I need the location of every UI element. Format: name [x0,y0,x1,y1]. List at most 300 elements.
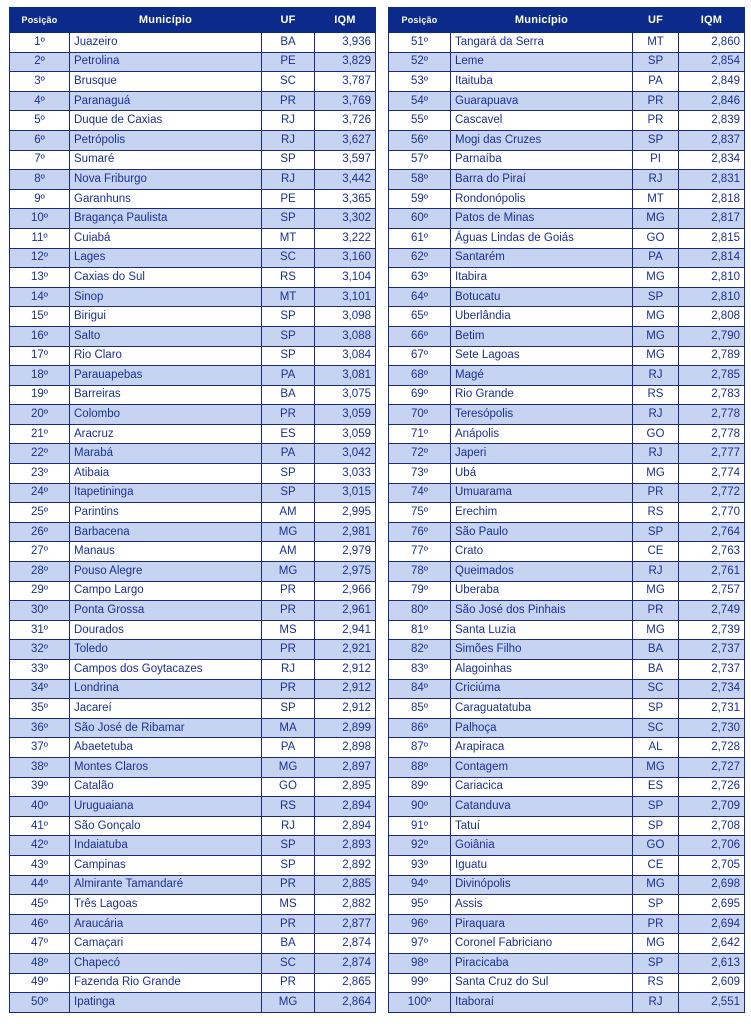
municipality-cell: Sinop [70,287,262,307]
municipality-cell: Parnaíba [451,150,633,170]
state-cell: MG [633,209,679,229]
state-cell: GO [633,424,679,444]
iqm-cell: 2,774 [679,464,745,484]
iqm-cell: 2,737 [679,660,745,680]
state-cell: PA [633,248,679,268]
municipality-cell: Itaituba [451,72,633,92]
rank-cell: 94º [389,875,451,895]
iqm-cell: 2,695 [679,895,745,915]
state-cell: SP [262,209,315,229]
state-cell: RJ [633,170,679,190]
municipality-cell: Birigui [70,307,262,327]
table-row [389,503,745,523]
municipality-cell: Caxias do Sul [70,268,262,288]
rank-cell: 13º [10,268,70,288]
iqm-cell: 2,921 [315,640,376,660]
iqm-cell: 3,365 [315,189,376,209]
municipality-cell: Patos de Minas [451,209,633,229]
municipality-cell: Colombo [70,405,262,425]
rank-cell: 60º [389,209,451,229]
table-row [389,72,745,92]
state-cell: SP [262,836,315,856]
rank-cell: 79º [389,581,451,601]
state-cell: SP [633,699,679,719]
municipality-cell: Alagoinhas [451,660,633,680]
table-row [10,522,376,542]
rank-cell: 83º [389,660,451,680]
state-cell: SP [262,346,315,366]
iqm-cell: 3,059 [315,405,376,425]
municipality-cell: Palhoça [451,718,633,738]
table-body-left [10,33,376,1013]
ranking-table-left [9,7,376,1013]
table-row [10,326,376,346]
table-row [389,189,745,209]
state-cell: RJ [633,405,679,425]
municipality-cell: Tatuí [451,816,633,836]
table-row [389,385,745,405]
state-cell: SP [633,895,679,915]
table-row [10,699,376,719]
rank-cell: 43º [10,855,70,875]
rank-cell: 56º [389,130,451,150]
iqm-cell: 2,898 [315,738,376,758]
table-row [10,718,376,738]
iqm-cell: 2,995 [315,503,376,523]
municipality-cell: Barbacena [70,522,262,542]
table-row [389,973,745,993]
state-cell: MT [262,228,315,248]
table-row [389,52,745,72]
municipality-cell: Ipatinga [70,993,262,1013]
table-row [10,679,376,699]
iqm-cell: 3,160 [315,248,376,268]
rank-cell: 4º [10,91,70,111]
iqm-cell: 2,772 [679,483,745,503]
municipality-cell: Jacareí [70,699,262,719]
rank-cell: 59º [389,189,451,209]
state-cell: BA [633,660,679,680]
municipality-cell: Umuarama [451,483,633,503]
municipality-cell: Chapecó [70,953,262,973]
iqm-cell: 3,084 [315,346,376,366]
state-cell: BA [262,934,315,954]
iqm-cell: 2,892 [315,855,376,875]
municipality-cell: Águas Lindas de Goiás [451,228,633,248]
rank-cell: 21º [10,424,70,444]
state-cell: CE [633,855,679,875]
state-cell: GO [262,777,315,797]
table-row [10,914,376,934]
iqm-cell: 3,088 [315,326,376,346]
iqm-cell: 3,059 [315,424,376,444]
state-cell: MT [633,33,679,53]
municipality-cell: Araucária [70,914,262,934]
iqm-cell: 3,302 [315,209,376,229]
header-index: IQM [679,8,745,33]
state-cell: MG [633,875,679,895]
rank-cell: 38º [10,757,70,777]
iqm-cell: 3,015 [315,483,376,503]
municipality-cell: Abaetetuba [70,738,262,758]
table-row [10,464,376,484]
table-row [10,660,376,680]
state-cell: CE [633,542,679,562]
iqm-cell: 2,737 [679,640,745,660]
municipality-cell: Teresópolis [451,405,633,425]
iqm-cell: 2,739 [679,620,745,640]
table-row [389,130,745,150]
iqm-cell: 2,810 [679,268,745,288]
state-cell: MG [633,268,679,288]
table-row [10,424,376,444]
rank-cell: 72º [389,444,451,464]
iqm-cell: 2,975 [315,562,376,582]
rank-cell: 64º [389,287,451,307]
iqm-cell: 3,726 [315,111,376,131]
header-municipality: Município [451,8,633,33]
table-row [10,738,376,758]
municipality-cell: Magé [451,366,633,386]
table-row [10,366,376,386]
table-row [10,855,376,875]
state-cell: SP [633,816,679,836]
table-row [389,855,745,875]
iqm-cell: 2,839 [679,111,745,131]
rank-cell: 73º [389,464,451,484]
state-cell: MG [633,326,679,346]
rank-cell: 77º [389,542,451,562]
iqm-cell: 2,865 [315,973,376,993]
table-row [10,385,376,405]
table-row [10,111,376,131]
iqm-cell: 2,551 [679,993,745,1013]
table-row [389,993,745,1013]
state-cell: GO [633,836,679,856]
municipality-cell: Rio Claro [70,346,262,366]
table-row [389,562,745,582]
municipality-cell: Garanhuns [70,189,262,209]
table-row [389,542,745,562]
state-cell: PE [262,52,315,72]
municipality-cell: Guarapuava [451,91,633,111]
table-row [389,33,745,53]
table-row [10,483,376,503]
header-position: Posição [389,8,451,33]
table-row [10,581,376,601]
state-cell: PA [262,444,315,464]
table-row [10,150,376,170]
state-cell: PR [262,581,315,601]
state-cell: PR [262,91,315,111]
table-row [10,287,376,307]
state-cell: MG [633,464,679,484]
state-cell: SC [633,718,679,738]
rank-cell: 40º [10,797,70,817]
state-cell: SC [633,679,679,699]
state-cell: SC [262,248,315,268]
state-cell: BA [633,640,679,660]
iqm-cell: 2,706 [679,836,745,856]
iqm-cell: 2,783 [679,385,745,405]
rank-cell: 8º [10,170,70,190]
municipality-cell: Bragança Paulista [70,209,262,229]
municipality-cell: Crato [451,542,633,562]
rank-cell: 20º [10,405,70,425]
municipality-cell: Divinópolis [451,875,633,895]
rank-cell: 14º [10,287,70,307]
table-row [389,699,745,719]
iqm-cell: 2,770 [679,503,745,523]
table-row [10,934,376,954]
rank-cell: 96º [389,914,451,934]
table-row [10,757,376,777]
table-row [10,248,376,268]
table-row [389,209,745,229]
table-row [10,993,376,1013]
state-cell: RJ [262,111,315,131]
iqm-cell: 3,075 [315,385,376,405]
table-row [389,679,745,699]
municipality-cell: Pouso Alegre [70,562,262,582]
state-cell: PE [262,189,315,209]
municipality-cell: Uberaba [451,581,633,601]
iqm-cell: 2,730 [679,718,745,738]
iqm-cell: 2,814 [679,248,745,268]
municipality-cell: Barra do Piraí [451,170,633,190]
iqm-cell: 2,789 [679,346,745,366]
rank-cell: 6º [10,130,70,150]
table-row [10,797,376,817]
iqm-cell: 2,893 [315,836,376,856]
municipality-cell: Catanduva [451,797,633,817]
municipality-cell: Piraquara [451,914,633,934]
rank-cell: 51º [389,33,451,53]
table-row [10,405,376,425]
table-header-row [389,8,745,33]
rank-cell: 12º [10,248,70,268]
municipality-cell: São Paulo [451,522,633,542]
table-row [389,777,745,797]
state-cell: SP [633,953,679,973]
rank-cell: 39º [10,777,70,797]
state-cell: PR [633,914,679,934]
state-cell: MA [262,718,315,738]
municipality-cell: Barreiras [70,385,262,405]
state-cell: MG [633,620,679,640]
iqm-cell: 2,698 [679,875,745,895]
rank-cell: 62º [389,248,451,268]
rank-cell: 19º [10,385,70,405]
municipality-cell: Sete Lagoas [451,346,633,366]
state-cell: SP [262,150,315,170]
table-row [389,366,745,386]
municipality-cell: Londrina [70,679,262,699]
table-row [389,660,745,680]
table-row [389,757,745,777]
iqm-cell: 2,966 [315,581,376,601]
iqm-cell: 3,104 [315,268,376,288]
state-cell: RS [633,503,679,523]
table-row [10,444,376,464]
iqm-cell: 2,810 [679,287,745,307]
rank-cell: 7º [10,150,70,170]
iqm-cell: 3,098 [315,307,376,327]
iqm-cell: 2,961 [315,601,376,621]
municipality-cell: Uberlândia [451,307,633,327]
iqm-cell: 2,785 [679,366,745,386]
rank-cell: 32º [10,640,70,660]
table-header-row [10,8,376,33]
rank-cell: 58º [389,170,451,190]
state-cell: RS [262,797,315,817]
municipality-cell: Simões Filho [451,640,633,660]
table-row [389,581,745,601]
state-cell: RJ [262,660,315,680]
table-row [10,130,376,150]
table-row [389,170,745,190]
iqm-cell: 2,894 [315,797,376,817]
municipality-cell: Três Lagoas [70,895,262,915]
iqm-cell: 2,864 [315,993,376,1013]
rank-cell: 5º [10,111,70,131]
rank-cell: 92º [389,836,451,856]
header-index: IQM [315,8,376,33]
rank-cell: 61º [389,228,451,248]
table-row [389,444,745,464]
table-row [389,464,745,484]
state-cell: SP [633,522,679,542]
state-cell: SP [262,483,315,503]
table-row [389,895,745,915]
table-row [10,601,376,621]
state-cell: RJ [633,562,679,582]
state-cell: PR [633,111,679,131]
state-cell: PR [262,640,315,660]
rank-cell: 24º [10,483,70,503]
table-row [389,346,745,366]
iqm-cell: 2,777 [679,444,745,464]
municipality-cell: Rio Grande [451,385,633,405]
rank-cell: 10º [10,209,70,229]
iqm-cell: 3,222 [315,228,376,248]
municipality-cell: Santarém [451,248,633,268]
state-cell: PR [262,914,315,934]
municipality-cell: Itapetininga [70,483,262,503]
state-cell: RS [633,973,679,993]
iqm-cell: 3,101 [315,287,376,307]
rank-cell: 42º [10,836,70,856]
state-cell: SP [262,326,315,346]
iqm-cell: 3,042 [315,444,376,464]
rank-cell: 55º [389,111,451,131]
municipality-cell: Parintins [70,503,262,523]
state-cell: MS [262,895,315,915]
state-cell: RJ [633,993,679,1013]
table-row [389,483,745,503]
municipality-cell: Santa Luzia [451,620,633,640]
table-row [389,424,745,444]
rank-cell: 74º [389,483,451,503]
rank-cell: 93º [389,855,451,875]
rank-cell: 80º [389,601,451,621]
rank-cell: 34º [10,679,70,699]
rank-cell: 30º [10,601,70,621]
rank-cell: 66º [389,326,451,346]
iqm-cell: 2,778 [679,405,745,425]
rank-cell: 49º [10,973,70,993]
rank-cell: 54º [389,91,451,111]
rank-cell: 52º [389,52,451,72]
municipality-cell: Santa Cruz do Sul [451,973,633,993]
state-cell: MG [633,581,679,601]
rank-cell: 100º [389,993,451,1013]
table-row [10,562,376,582]
municipality-cell: Piracicaba [451,953,633,973]
iqm-cell: 3,033 [315,464,376,484]
municipality-cell: Cariacica [451,777,633,797]
state-cell: PR [633,91,679,111]
state-cell: RS [262,268,315,288]
iqm-cell: 2,790 [679,326,745,346]
rank-cell: 11º [10,228,70,248]
table-row [389,836,745,856]
iqm-cell: 2,981 [315,522,376,542]
state-cell: AL [633,738,679,758]
table-row [389,953,745,973]
municipality-cell: Fazenda Rio Grande [70,973,262,993]
rank-cell: 76º [389,522,451,542]
state-cell: BA [262,385,315,405]
iqm-cell: 2,912 [315,699,376,719]
table-row [10,189,376,209]
table-row [389,522,745,542]
rank-cell: 98º [389,953,451,973]
state-cell: MG [633,757,679,777]
iqm-cell: 3,597 [315,150,376,170]
iqm-cell: 2,613 [679,953,745,973]
municipality-cell: Almirante Tamandaré [70,875,262,895]
table-row [10,640,376,660]
municipality-cell: Sumaré [70,150,262,170]
municipality-cell: Cascavel [451,111,633,131]
rank-cell: 99º [389,973,451,993]
table-row [389,405,745,425]
rank-cell: 87º [389,738,451,758]
header-municipality: Município [70,8,262,33]
table-row [10,33,376,53]
rank-cell: 67º [389,346,451,366]
iqm-cell: 2,708 [679,816,745,836]
iqm-cell: 2,979 [315,542,376,562]
municipality-cell: Catalão [70,777,262,797]
state-cell: PR [262,679,315,699]
iqm-cell: 2,897 [315,757,376,777]
rank-cell: 27º [10,542,70,562]
iqm-cell: 2,694 [679,914,745,934]
table-row [389,248,745,268]
state-cell: PA [262,366,315,386]
table-row [10,777,376,797]
iqm-cell: 2,763 [679,542,745,562]
iqm-cell: 2,874 [315,953,376,973]
rank-cell: 37º [10,738,70,758]
table-row [10,268,376,288]
iqm-cell: 2,846 [679,91,745,111]
municipality-cell: Tangará da Serra [451,33,633,53]
iqm-cell: 2,860 [679,33,745,53]
state-cell: RJ [633,444,679,464]
